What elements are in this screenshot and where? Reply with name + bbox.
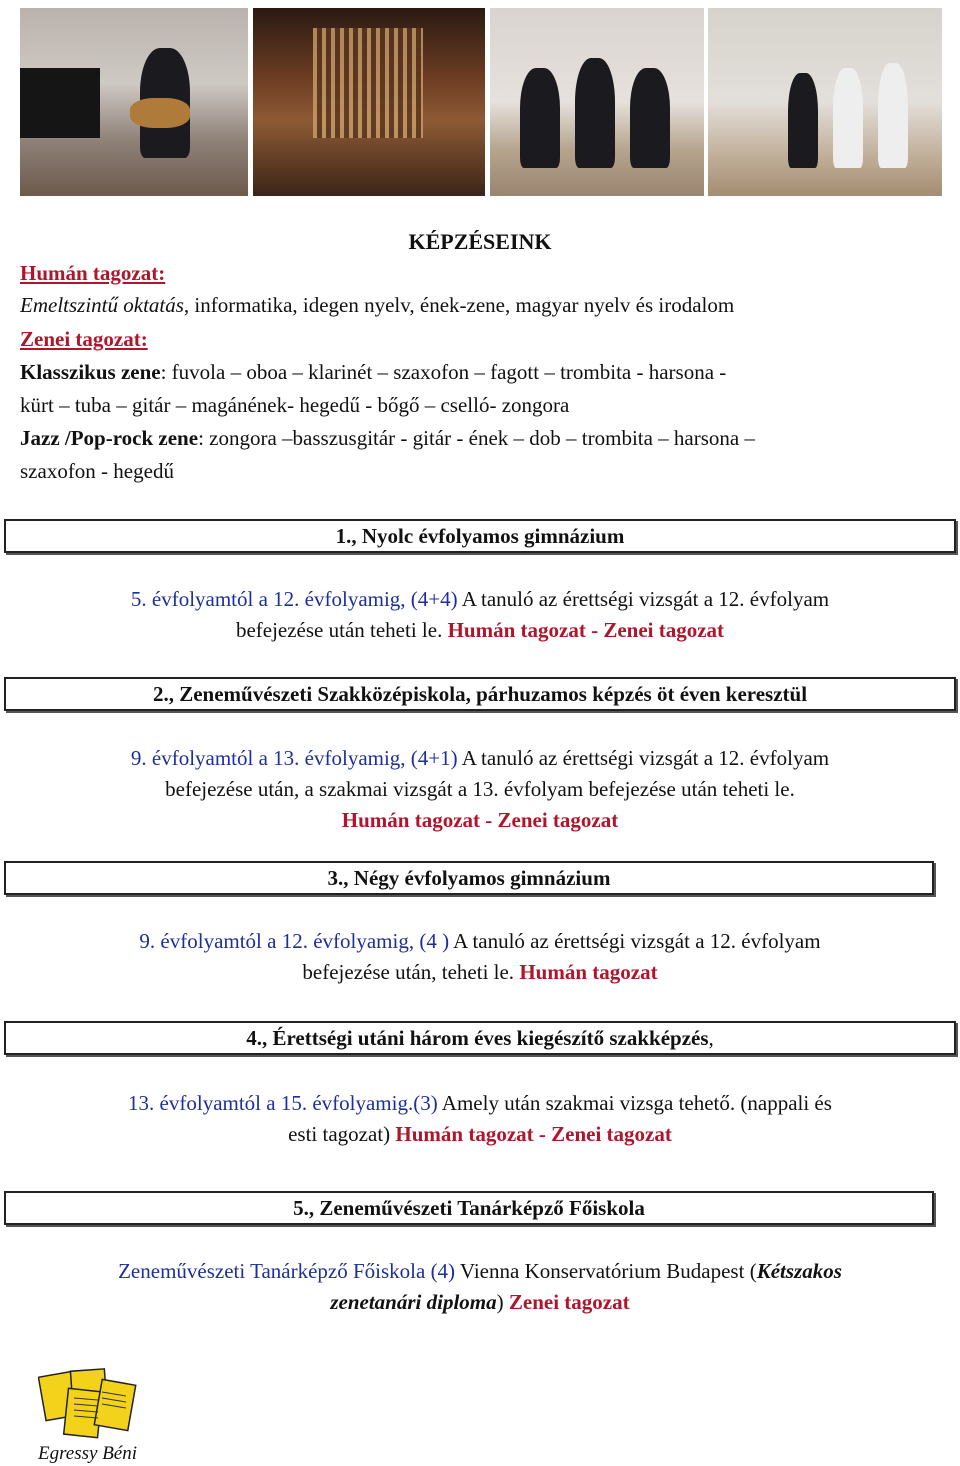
classic-text-1: : fuvola – oboa – klarinét – szaxofon – fagott – trombita - harsona - <box>160 360 727 384</box>
section-4-heading <box>4 1021 956 1055</box>
section-5-heading: 5., Zeneművészeti Tanárképző Főiskola <box>4 1191 934 1225</box>
section-1-span: 5. évfolyamtól a 12. évfolyamig, (4+4) <box>130 587 458 611</box>
jazz-text-1: : zongora –basszusgitár - gitár - ének – dob – trombita – harsona – <box>198 426 755 450</box>
section-4-span: 13. évfolyamtól a 15. évfolyamig.(3) <box>128 1091 438 1115</box>
jazz-label: Jazz /Pop-rock zene <box>20 426 199 450</box>
section-2-text-2: befejezése után, a szakmai vizsgát a 13. évfolyam befejezése után teheti le. <box>165 777 795 801</box>
section-2-span: 9. évfolyamtól a 13. évfolyamig, (4+1) <box>130 746 458 770</box>
section-4-heading-text: 4., Érettségi utáni három éves kiegészítő szakképzés <box>246 1026 709 1050</box>
classic-line-1 <box>20 360 726 385</box>
section-3-heading: 3., Négy évfolyamos gimnázium <box>4 861 934 895</box>
section-1-body <box>20 584 940 646</box>
human-description <box>20 293 734 318</box>
section-3-text-1: A tanuló az érettségi vizsgát a 12. évfolyam <box>449 929 821 953</box>
section-2-text-1: A tanuló az érettségi vizsgát a 12. évfolyam <box>457 746 830 770</box>
brass-ensemble-photo <box>708 8 942 196</box>
section-3-tagozat: Humán tagozat <box>519 960 658 984</box>
section-5-text-1: Vienna Konservatórium Budapest ( <box>455 1259 757 1283</box>
section-3-span: 9. évfolyamtól a 12. évfolyamig, (4 ) <box>139 929 450 953</box>
photo-strip <box>20 8 942 196</box>
section-5-body <box>20 1256 940 1318</box>
human-heading <box>20 261 165 286</box>
signature: Egressy Béni <box>38 1443 138 1464</box>
section-5-text-2: ) <box>496 1290 509 1314</box>
zenei-heading-label: Zenei tagozat: <box>20 327 148 351</box>
section-1-text-1: A tanuló az érettségi vizsgát a 12. évfolyam <box>457 587 830 611</box>
organ-hall-photo <box>253 8 485 196</box>
section-2-heading: 2., Zeneművészeti Szakközépiskola, párhuzamos képzés öt éven keresztül <box>4 677 956 711</box>
classic-label: Klasszikus zene <box>20 360 161 384</box>
sheet-music-logo-icon <box>38 1362 138 1442</box>
section-4-body <box>20 1088 940 1150</box>
human-rest: , informatika, idegen nyelv, ének-zene, magyar nyelv és irodalom <box>183 293 735 317</box>
human-italic: Emeltszintű oktatás <box>20 293 184 317</box>
section-4-tagozat: Humán tagozat - Zenei tagozat <box>395 1122 672 1146</box>
section-5-bold-italic-1: Kétszakos <box>756 1259 842 1283</box>
section-1-tagozat: Humán tagozat - Zenei tagozat <box>447 618 725 642</box>
section-3-body <box>20 926 940 988</box>
guitarist-photo <box>20 8 248 196</box>
jazz-line-1 <box>20 426 755 451</box>
section-5-tagozat: Zenei tagozat <box>508 1290 630 1314</box>
section-1-heading: 1., Nyolc évfolyamos gimnázium <box>4 519 956 553</box>
section-2-body <box>20 743 940 836</box>
section-4-text-2: esti tagozat) <box>288 1122 396 1146</box>
wind-quartet-photo <box>490 8 704 196</box>
classic-line-2: kürt – tuba – gitár – magánének- hegedű - bőgő – cselló- zongora <box>20 393 570 417</box>
zenei-heading <box>20 327 148 352</box>
jazz-line-2: szaxofon - hegedű <box>20 459 174 483</box>
section-2-tagozat: Humán tagozat - Zenei tagozat <box>341 808 619 832</box>
section-3-text-2: befejezése után, teheti le. <box>302 960 520 984</box>
section-4-text-1: Amely után szakmai vizsga tehető. (nappali és <box>437 1091 832 1115</box>
section-5-bold-italic-2: zenetanári diploma <box>330 1290 497 1314</box>
section-1-text-2: befejezése után teheti le. <box>235 618 448 642</box>
section-4-heading-tail: , <box>708 1026 714 1050</box>
page-title: KÉPZÉSEINK <box>408 229 552 254</box>
human-heading-label: Humán tagozat: <box>20 261 166 285</box>
section-5-span: Zeneművészeti Tanárképző Főiskola (4) <box>118 1259 456 1283</box>
